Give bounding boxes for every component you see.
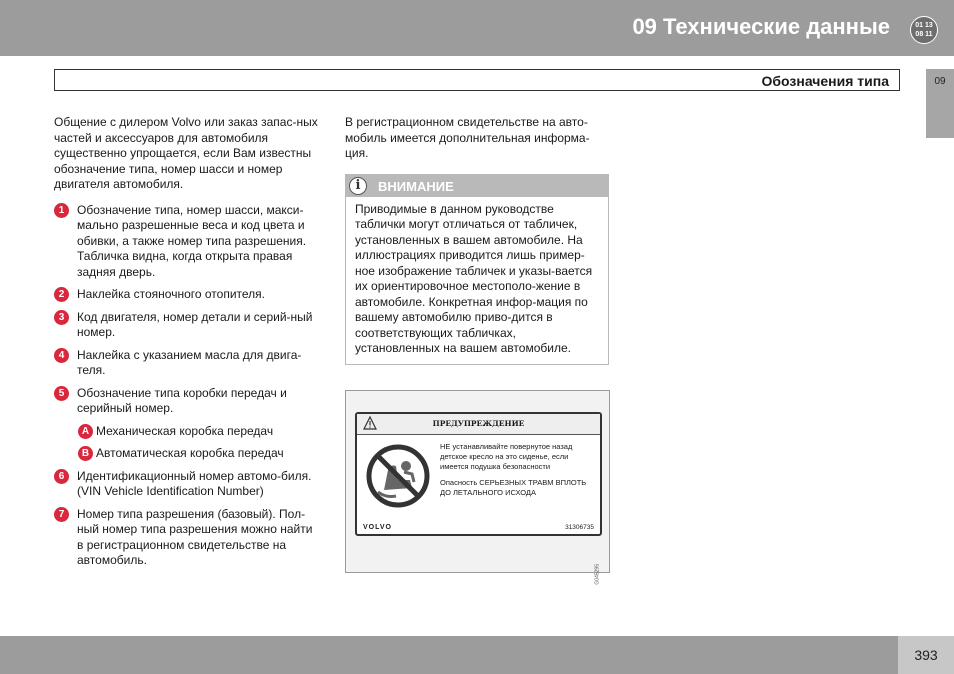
label-header [357, 414, 600, 435]
label-message [440, 442, 595, 504]
item-number-badge: 3 [54, 310, 69, 325]
volvo-logo: VOLVO [363, 524, 392, 531]
label-message-airbag: НЕ устанавливайте повернутое назад детское кресло на это сиденье, если имеется подушка безопасности [440, 442, 573, 471]
list-item-text: Наклейка с указанием масла для двига-теля. [77, 347, 302, 377]
item-number-badge: 4 [54, 348, 69, 363]
chapter-side-tab[interactable] [926, 69, 954, 138]
list-item [54, 287, 322, 303]
page-number-box [898, 636, 954, 674]
item-number-badge: 7 [54, 507, 69, 522]
item-number-badge: 6 [54, 469, 69, 484]
warning-title: ВНИМАНИЕ [378, 178, 454, 194]
label-message-danger: Опасность СЕРЬЕЗНЫХ ТРАВМ ВПЛОТЬ ДО ЛЕТАЛЬНОГО ИСХОДА [440, 478, 587, 497]
list-item-text: Идентификационный номер автомо-биля. (VIN Vehicle Identification Number) [77, 468, 312, 498]
list-item-text: Код двигателя, номер детали и серий-ный номер. [77, 309, 313, 339]
list-item-text: Обозначение типа коробки передач и серийный номер. [77, 385, 287, 415]
chapter-badge-bottom: 08 11 [915, 31, 933, 38]
warning-header [346, 175, 608, 197]
item-number-badge: 5 [54, 386, 69, 401]
list-item [54, 310, 322, 341]
list-subitem [54, 424, 322, 440]
list-item-text: Механическая коробка передач [96, 423, 274, 438]
list-item [54, 203, 322, 281]
label-part-code: 31306735 [565, 524, 594, 531]
list-item [54, 348, 322, 379]
footer-bar [0, 636, 954, 674]
item-number-badge: 2 [54, 287, 69, 302]
warning-text: Приводимые в данном руководстве таблички могут отличаться от табличек, установленных в вашем автомобиле. На иллюстрациях приводится лишь пример-ное изображение табличек и указы-вается их ориентировочное местополо-жение в автомобиле. Конкретная инфор-мация по вашему автомобилю приво-дится в соответствующих табличках, установленных на вашем автомобиле. [355, 201, 593, 355]
list-item-text: Обозначение типа, номер шасси, макси-мально разрешенные веса и код цвета и обивки, а также номер типа разрешения. Табличка видна, когда открыта правая задняя дверь. [77, 202, 307, 279]
no-rear-facing-child-seat-icon [366, 444, 430, 508]
middle-column [345, 115, 609, 404]
section-header [54, 69, 900, 91]
item-number-badge: 1 [54, 203, 69, 218]
info-icon: i [349, 177, 367, 195]
list-item [54, 507, 322, 569]
item-letter-badge: B [78, 446, 93, 461]
registration-paragraph: В регистрационном свидетельстве на авто-мобиль имеется дополнительная информа-ция. [345, 115, 590, 160]
sun-visor-label-figure [345, 390, 610, 585]
section-title: Обозначения типа [761, 73, 889, 89]
list-item-text: Номер типа разрешения (базовый). Пол-ный номер типа разрешения можно найти в регистрационном свидетельстве на автомобиль. [77, 506, 313, 567]
chapter-badge-icon [910, 16, 938, 44]
list-item-text: Автоматическая коробка передач [96, 446, 284, 460]
side-tab-label: 09 [934, 76, 946, 87]
item-letter-badge: A [78, 424, 93, 439]
warning-box [345, 174, 609, 365]
chapter-title: 09 Технические данные [632, 14, 890, 39]
warning-label-plate [355, 412, 602, 536]
list-item [54, 386, 322, 417]
list-item-text: Наклейка стояночного отопителя. [77, 287, 265, 301]
list-item [54, 469, 322, 500]
label-heading: ПРЕДУПРЕЖДЕНИЕ [432, 419, 525, 428]
list-subitem [54, 446, 322, 462]
left-column [54, 115, 322, 576]
header-bar [0, 0, 954, 56]
chapter-badge-top: 01 13 [915, 22, 933, 29]
figure-code: G045295 [595, 564, 601, 585]
page-number: 393 [914, 647, 938, 663]
intro-paragraph: Общение с дилером Volvo или заказ запас-ных частей и аксессуаров для автомобиля существенно упрощается, если Вам известны обозначение типа, номер шасси и номер двигателя автомобиля. [54, 115, 318, 191]
